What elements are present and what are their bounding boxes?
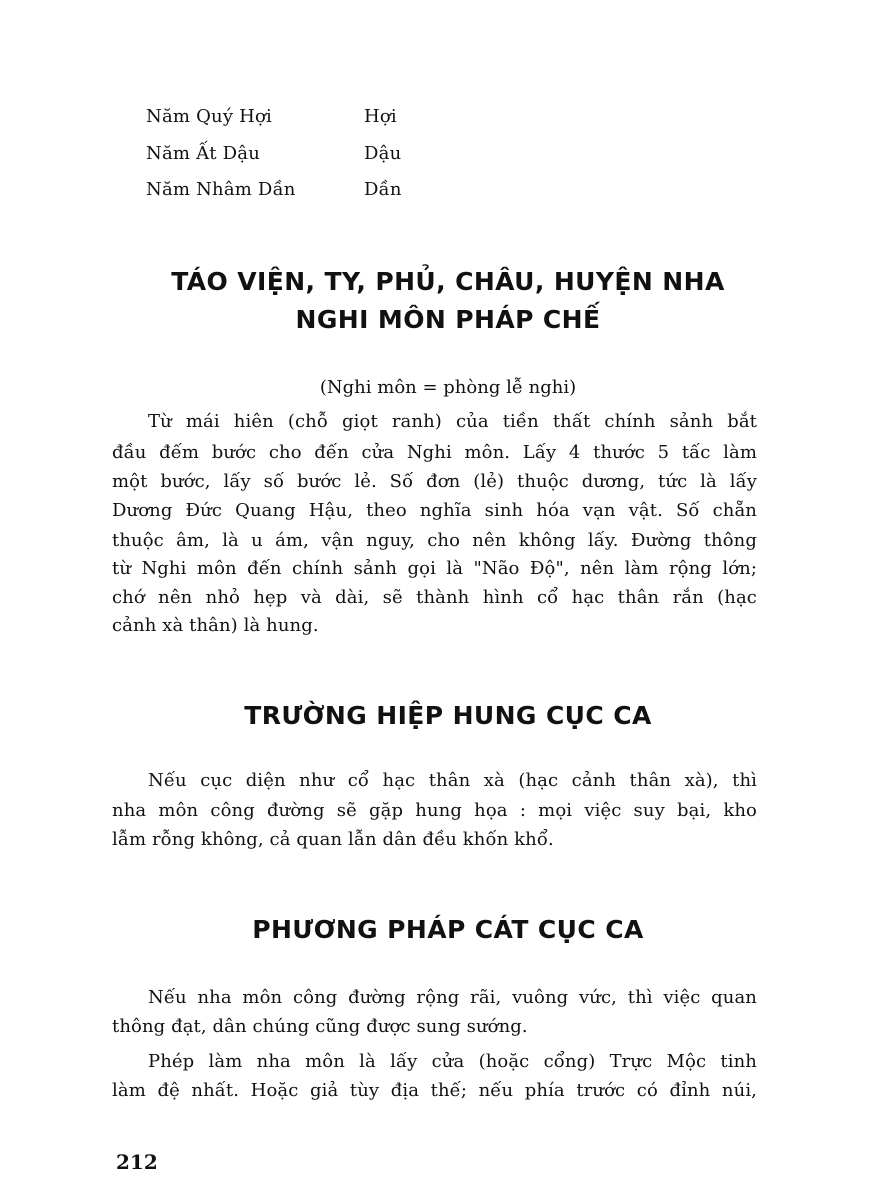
year-row [146,143,401,165]
year-row [146,179,402,201]
paragraph-line: từ Nghi môn đến chính sảnh gọi là "Não Độ", nên làm rộng lớn; [112,558,757,579]
year-name: Năm Quý Hợi [146,106,273,127]
section-heading: NGHI MÔN PHÁP CHẾ [295,305,601,334]
paragraph-line: chớ nên nhỏ hẹp và dài, sẽ thành hình cổ hạc thân rắn (hạc [112,587,757,608]
paragraph-line: Dương Đức Quang Hậu, theo nghĩa sinh hóa vạn vật. Số chẵn [112,500,757,521]
paragraph-line: Nếu nha môn công đường rộng rãi, vuông vức, thì việc quan [148,987,757,1008]
section-heading: TÁO VIỆN, TY, PHỦ, CHÂU, HUYỆN NHA [171,267,725,296]
year-branch: Hợi [364,106,397,127]
year-row [146,106,397,128]
paragraph-line: nha môn công đường sẽ gặp hung họa : mọi việc suy bại, kho [112,800,757,821]
section-heading: PHƯƠNG PHÁP CÁT CỤC CA [252,915,644,944]
paragraph-line: lẫm rỗng không, cả quan lẫn dân đều khốn khổ. [112,829,554,850]
page-number: 212 [116,1150,158,1174]
year-branch: Dậu [364,143,402,164]
paragraph-line: thông đạt, dân chúng cũng được sung sướng. [112,1016,528,1037]
paragraph-line: Phép làm nha môn là lấy cửa (hoặc cổng) Trực Mộc tinh [148,1051,757,1072]
paragraph-line: cảnh xà thân) là hung. [112,615,319,636]
paragraph-line: đầu đếm bước cho đến cửa Nghi môn. Lấy 4 thước 5 tấc làm [112,442,757,463]
section-subtitle: (Nghi môn = phòng lễ nghi) [319,377,577,398]
paragraph-line: Từ mái hiên (chỗ giọt ranh) của tiền thất chính sảnh bắt [148,411,757,432]
paragraph-line: Nếu cục diện như cổ hạc thân xà (hạc cảnh thân xà), thì [148,770,757,791]
year-name: Năm Ất Dậu [146,143,260,164]
paragraph-line: thuộc âm, là u ám, vận nguy, cho nên không lấy. Đường thông [112,530,757,551]
paragraph-line: một bước, lấy số bước lẻ. Số đơn (lẻ) thuộc dương, tức là lấy [112,471,757,492]
section-heading: TRƯỜNG HIỆP HUNG CỤC CA [244,701,652,730]
year-name: Năm Nhâm Dần [146,179,296,200]
year-branch: Dần [364,179,402,200]
paragraph-line: làm đệ nhất. Hoặc giả tùy địa thế; nếu phía trước có đỉnh núi, [112,1080,757,1101]
